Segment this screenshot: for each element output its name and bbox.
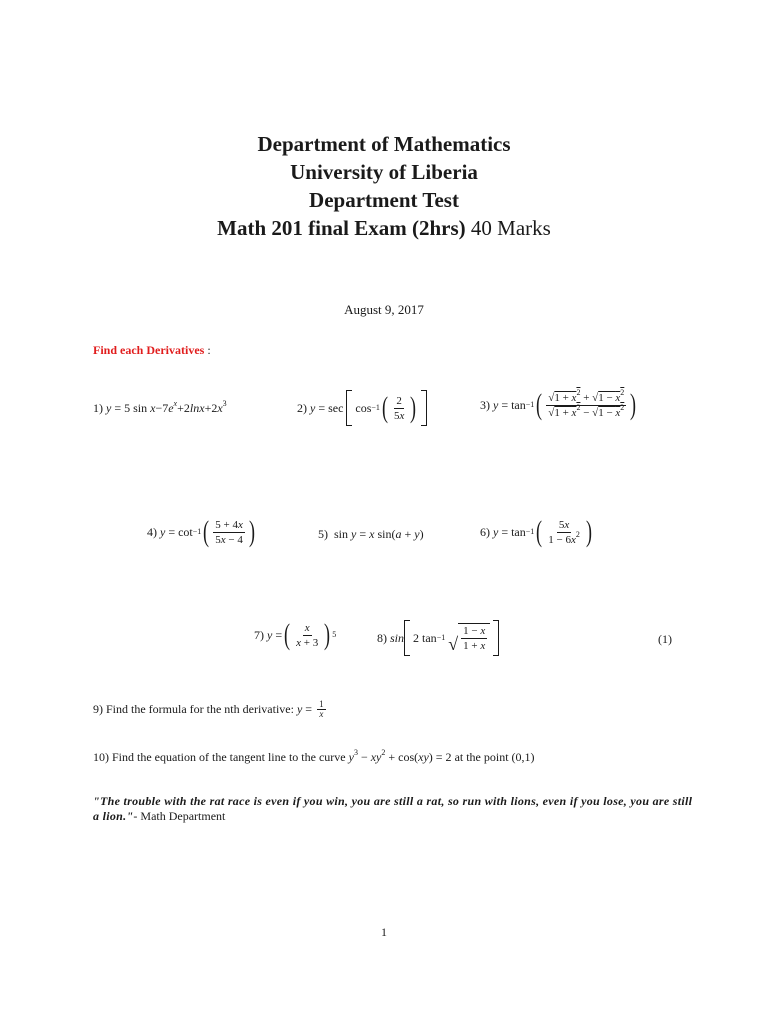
quote-attribution: - Math Department: [133, 809, 226, 823]
problem-2: [297, 390, 427, 426]
equation-number: (1): [658, 632, 672, 646]
exam-name: Math 201 final Exam (2hrs): [217, 216, 466, 240]
problem-9-equation: y = $\frac{1}{x}$: [296, 699, 324, 719]
instruction: [93, 343, 211, 358]
problem-7-equation: y = ( $\frac{x}{x + 3}$ ) 5: [267, 618, 337, 651]
problem-4-number: 4): [147, 524, 157, 539]
problem-10-equation: $y^3 - xy^2 + \cos(xy) = 2$: [348, 748, 452, 764]
exam-date: August 9, 2017: [344, 302, 424, 317]
problem-10-text-after: at the point (0,1): [454, 750, 535, 764]
problem-8: [377, 620, 499, 656]
test-title: Department Test: [309, 188, 459, 212]
problem-1: [93, 401, 227, 416]
instruction-label: Find each Derivatives: [93, 343, 205, 357]
problem-2-number: 2): [297, 400, 307, 415]
department-title: Department of Mathematics: [257, 132, 511, 156]
problem-1-equation: y = 5 $\sin x-7e^x+2\ln x+2x^3$: [106, 399, 227, 415]
problem-10: [93, 750, 535, 765]
problem-6-equation: y = tan −1 ( $\frac{5x}{1 - 6x^2}$ ): [493, 515, 592, 548]
problem-8-equation: sin 2 tan −1 √ $\frac{1 - x}{1 + x}$: [390, 620, 499, 656]
problem-6: [480, 517, 594, 547]
problem-9: [93, 700, 328, 719]
problem-2-equation: y = sec cos −1 ( $\frac{2}{5x}$ ): [310, 390, 427, 426]
problem-7-number: 7): [254, 627, 264, 642]
instruction-colon: :: [207, 343, 211, 357]
problem-4: [147, 517, 257, 547]
problem-10-text-before: 10) Find the equation of the tangent line to the curve: [93, 750, 346, 764]
problem-4-equation: y = cot −1 ( $\frac{5 + 4x}{5x - 4}$ ): [160, 515, 255, 548]
exam-marks: 40 Marks: [470, 216, 551, 240]
problem-5-number: 5): [318, 527, 328, 541]
problem-3-number: 3): [480, 397, 490, 412]
problem-9-text: 9) Find the formula for the nth derivative:: [93, 702, 294, 716]
problem-8-number: 8): [377, 630, 387, 645]
page-number: 1: [381, 925, 387, 939]
problem-5-equation: sin y = x sin(a + y): [334, 527, 424, 541]
problem-3-equation: y = tan −1 ( $\frac{√1 + x^2 + √1 - x^2}{√1 + x^2 - √1 - x^2}$ ): [493, 387, 637, 421]
problem-1-number: 1): [93, 401, 103, 415]
problem-5: [318, 527, 424, 542]
quote-block: [93, 794, 693, 824]
university-title: University of Liberia: [290, 160, 478, 184]
quote-text: "The trouble with the rat race is even if you win, you are still a rat, so run with lions, even if you lose, you are still a lion.": [93, 794, 693, 823]
problem-7: [254, 620, 336, 650]
problem-3: [480, 387, 638, 421]
exam-title: [0, 214, 768, 242]
problem-6-number: 6): [480, 524, 490, 539]
exam-header: [0, 130, 768, 242]
